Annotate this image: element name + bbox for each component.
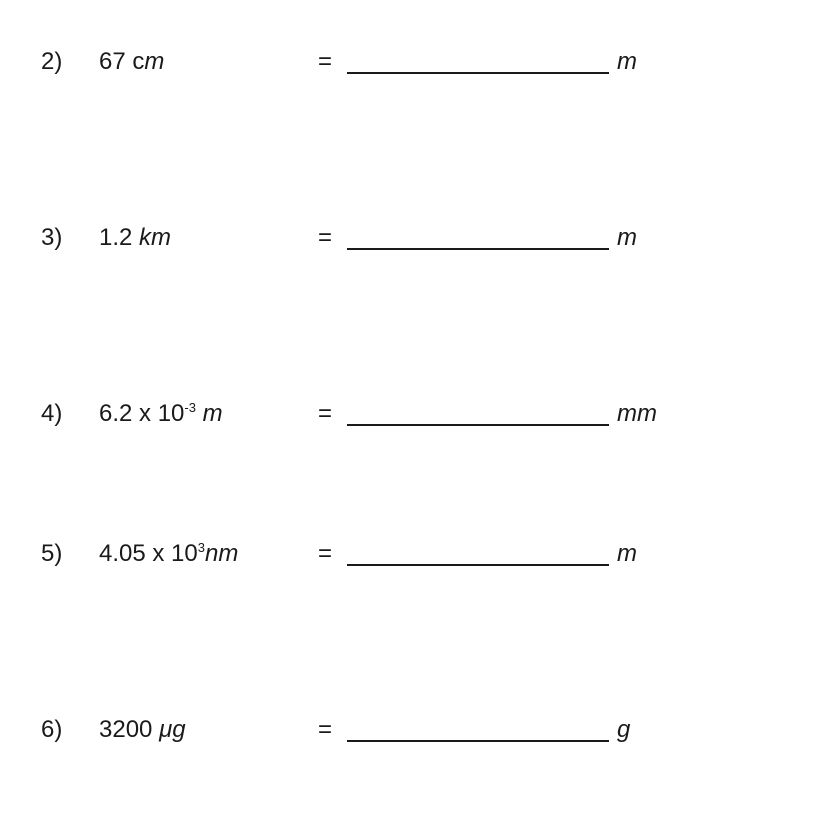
answer-blank[interactable] bbox=[347, 424, 609, 426]
answer-blank[interactable] bbox=[347, 72, 609, 74]
given-quantity bbox=[99, 394, 223, 434]
problem-row bbox=[0, 534, 828, 574]
problem-row bbox=[0, 42, 828, 82]
given-unit: nm bbox=[204, 540, 239, 567]
target-unit: g bbox=[617, 716, 631, 743]
problem-number: 6) bbox=[41, 716, 63, 743]
given-value: 6.2 x 10 bbox=[99, 400, 185, 427]
problem-number: 4) bbox=[41, 400, 63, 427]
given-unit: km bbox=[139, 224, 172, 251]
target-unit: m bbox=[617, 48, 637, 75]
exponent: 3 bbox=[197, 540, 205, 555]
equals-sign: = bbox=[318, 716, 333, 743]
target-unit: m bbox=[617, 540, 637, 567]
equals-sign: = bbox=[318, 224, 333, 251]
given-value: 3200 bbox=[99, 716, 160, 743]
given-quantity bbox=[99, 42, 164, 82]
problem-row bbox=[0, 394, 828, 434]
given-value: 1.2 bbox=[99, 224, 140, 251]
equals-sign: = bbox=[318, 48, 333, 75]
problem-number: 2) bbox=[41, 48, 63, 75]
given-unit: μg bbox=[159, 716, 186, 743]
target-unit: mm bbox=[617, 400, 657, 427]
answer-blank[interactable] bbox=[347, 740, 609, 742]
given-value: 67 c bbox=[99, 48, 145, 75]
equals-sign: = bbox=[318, 540, 333, 567]
problem-number: 3) bbox=[41, 224, 63, 251]
answer-blank[interactable] bbox=[347, 564, 609, 566]
given-unit: m bbox=[195, 400, 223, 427]
target-unit: m bbox=[617, 224, 637, 251]
problem-number: 5) bbox=[41, 540, 63, 567]
problem-row bbox=[0, 218, 828, 258]
exponent: -3 bbox=[184, 400, 196, 415]
equals-sign: = bbox=[318, 400, 333, 427]
given-quantity bbox=[99, 710, 186, 750]
problem-row bbox=[0, 710, 828, 750]
given-value: 4.05 x 10 bbox=[99, 540, 198, 567]
given-quantity bbox=[99, 534, 238, 574]
answer-blank[interactable] bbox=[347, 248, 609, 250]
given-quantity bbox=[99, 218, 171, 258]
given-unit: m bbox=[144, 48, 165, 75]
